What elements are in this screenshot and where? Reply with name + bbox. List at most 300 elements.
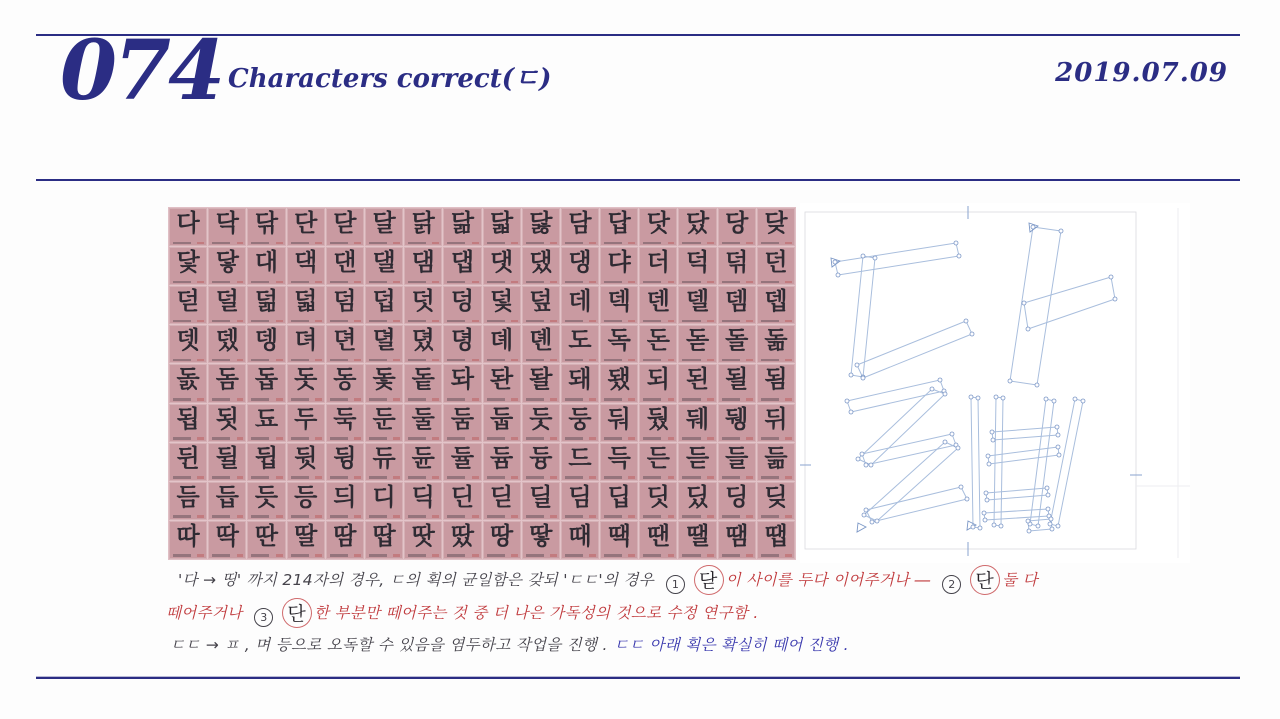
grid-cell [287, 482, 325, 520]
control-point-node [1056, 524, 1060, 528]
control-point-node [1027, 529, 1031, 533]
cell-glyph: 달 [372, 209, 396, 237]
control-point-node [1049, 517, 1053, 521]
cell-glyph: 덫 [490, 287, 514, 316]
cell-caption-marks [565, 398, 596, 401]
circled-number: 1 [666, 575, 685, 594]
control-point-node [950, 432, 954, 436]
cell-glyph: 독 [607, 326, 631, 355]
cell-glyph: 대 [254, 248, 279, 277]
grid-cell [757, 208, 795, 246]
control-point-node [873, 256, 877, 260]
cell-caption-marks [408, 515, 439, 518]
cell-caption-marks [212, 515, 243, 518]
grid-cell [678, 443, 716, 481]
grid-cell [287, 443, 325, 481]
cell-glyph: 뒈 [685, 404, 710, 433]
control-point-node [861, 376, 865, 380]
grid-cell [404, 521, 442, 559]
control-point-node [1109, 275, 1113, 279]
control-point-node [1056, 445, 1060, 449]
cell-glyph: 돕 [254, 365, 279, 394]
grid-cell [718, 325, 756, 363]
cell-glyph: 땁 [372, 521, 396, 550]
cell-glyph: 듐 [490, 443, 514, 472]
cell-glyph: 되 [646, 365, 670, 394]
grid-cell [326, 521, 364, 559]
cell-caption-marks [604, 554, 635, 557]
grid-cell [561, 325, 599, 363]
grid-cell [483, 404, 521, 442]
grid-cell [757, 364, 795, 402]
cell-caption-marks [212, 437, 243, 440]
cell-caption-marks [408, 398, 439, 401]
cell-caption-marks [212, 554, 243, 557]
cell-glyph: 됐 [607, 365, 631, 394]
cell-glyph: 듬 [176, 482, 200, 511]
control-point-node [1056, 433, 1060, 437]
cell-caption-marks [447, 554, 478, 557]
grid-cell [365, 404, 403, 442]
cell-caption-marks [604, 320, 635, 323]
cell-glyph: 때 [568, 521, 592, 550]
cell-caption-marks [487, 398, 518, 401]
page-title: Characters correct(ㄷ) [228, 64, 552, 94]
cell-caption-marks [369, 515, 400, 518]
grid-cell [326, 443, 364, 481]
cell-glyph: 돐 [176, 365, 200, 394]
note-text: 둘 다 [1002, 571, 1038, 589]
grid-cell [247, 482, 285, 520]
grid-cell [365, 443, 403, 481]
cell-glyph: 땀 [333, 521, 357, 550]
grid-cell [522, 521, 560, 559]
grid-cell [247, 404, 285, 442]
cell-glyph: 딛 [490, 482, 514, 511]
cell-caption-marks [212, 476, 243, 479]
cell-caption-marks [447, 476, 478, 479]
cell-glyph: 닺 [764, 209, 788, 237]
cell-caption-marks [173, 437, 204, 440]
grid-cell [483, 247, 521, 285]
cell-caption-marks [487, 242, 518, 245]
control-point-node [1073, 397, 1077, 401]
control-point-node [994, 395, 998, 399]
cell-glyph: 돎 [764, 326, 788, 355]
control-point-node [870, 520, 874, 524]
grid-cell [561, 286, 599, 324]
cell-caption-marks [408, 476, 439, 479]
grid-cell [443, 208, 481, 246]
cell-glyph: 덧 [411, 287, 435, 316]
cell-caption-marks [408, 437, 439, 440]
glyph-sketch: 단 [975, 566, 994, 593]
cell-glyph: 델 [685, 287, 710, 316]
cell-glyph: 담 [568, 209, 592, 237]
grid-cell [522, 443, 560, 481]
cell-glyph: 돋 [685, 326, 710, 355]
control-point-node [983, 518, 987, 522]
grid-cell [757, 482, 795, 520]
cell-caption-marks [173, 320, 204, 323]
cell-glyph: 됩 [176, 404, 200, 433]
cell-caption-marks [251, 320, 282, 323]
cell-caption-marks [682, 437, 713, 440]
grid-cell [169, 286, 207, 324]
grid-cell [678, 325, 716, 363]
cell-caption-marks [330, 398, 361, 401]
cell-glyph: 덖 [725, 248, 749, 277]
grid-cell [208, 247, 246, 285]
cell-glyph: 닿 [215, 248, 239, 277]
cell-caption-marks [565, 515, 596, 518]
cell-caption-marks [447, 437, 478, 440]
grid-cell [600, 482, 638, 520]
cell-caption-marks [604, 515, 635, 518]
grid-cell [326, 247, 364, 285]
grid-cell [404, 404, 442, 442]
grid-cell [365, 364, 403, 402]
cell-glyph: 닫 [333, 209, 357, 237]
grid-cell [326, 364, 364, 402]
cell-caption-marks [604, 476, 635, 479]
cell-caption-marks [526, 437, 557, 440]
cell-glyph: 둠 [450, 404, 474, 433]
cell-glyph: 딱 [215, 521, 239, 550]
control-point-node [978, 526, 982, 530]
cell-caption-marks [643, 515, 674, 518]
glyph-outline-panel [800, 203, 1190, 563]
grid-cell [404, 482, 442, 520]
grid-cell [169, 482, 207, 520]
control-point-node [1050, 527, 1054, 531]
cell-caption-marks [212, 398, 243, 401]
cell-glyph: 덕 [685, 248, 710, 277]
grid-cell [483, 364, 521, 402]
cell-caption-marks [682, 281, 713, 284]
grid-cell [208, 521, 246, 559]
grid-cell [443, 364, 481, 402]
cell-glyph: 댔 [529, 248, 553, 277]
cell-caption-marks [722, 320, 753, 323]
control-point-node [938, 378, 942, 382]
cell-glyph: 댑 [450, 248, 474, 277]
control-point-node [965, 497, 969, 501]
cell-caption-marks [526, 320, 557, 323]
grid-cell [639, 364, 677, 402]
grid-cell [600, 443, 638, 481]
cell-caption-marks [604, 437, 635, 440]
cell-caption-marks [447, 242, 478, 245]
cell-glyph: 땃 [411, 521, 435, 550]
cell-glyph: 둑 [333, 404, 357, 433]
grid-cell [326, 286, 364, 324]
control-point-node [943, 392, 947, 396]
cell-glyph: 땐 [646, 521, 670, 550]
control-point-node [991, 438, 995, 442]
cell-caption-marks [291, 515, 322, 518]
control-point-node [959, 485, 963, 489]
glyph-sketch: 단 [287, 599, 306, 626]
cell-caption-marks [487, 476, 518, 479]
cell-glyph: 돛 [372, 365, 396, 394]
grid-cell [365, 208, 403, 246]
grid-cell [208, 208, 246, 246]
cell-caption-marks [761, 242, 792, 245]
cell-glyph: 땔 [685, 521, 710, 550]
cell-glyph: 딘 [450, 482, 474, 511]
cell-caption-marks [291, 437, 322, 440]
cell-glyph: 땄 [450, 521, 474, 550]
cell-glyph: 돌 [725, 326, 749, 355]
control-point-node [849, 373, 853, 377]
cell-caption-marks [604, 398, 635, 401]
cell-caption-marks [761, 476, 792, 479]
grid-cell [718, 364, 756, 402]
grid-cell [483, 521, 521, 559]
cell-caption-marks [330, 554, 361, 557]
grid-cell [365, 247, 403, 285]
control-point-node [982, 511, 986, 515]
cell-glyph: 듭 [215, 482, 239, 511]
grid-cell [287, 286, 325, 324]
cell-caption-marks [369, 320, 400, 323]
grid-cell [522, 482, 560, 520]
grid-cell [561, 482, 599, 520]
grid-cell [208, 404, 246, 442]
cell-glyph: 닮 [450, 209, 474, 237]
grid-cell [678, 247, 716, 285]
control-point-node [971, 525, 975, 529]
cell-caption-marks [565, 359, 596, 362]
grid-cell [169, 364, 207, 402]
cell-glyph: 던 [764, 248, 788, 277]
grid-cell [169, 247, 207, 285]
grid-cell [600, 404, 638, 442]
cell-glyph: 딤 [568, 482, 592, 511]
grid-cell [522, 247, 560, 285]
note-text: ㄷㄷ 아래 획은 확실히 떼어 진행 . [613, 636, 849, 654]
control-point-node [833, 260, 837, 264]
cell-glyph: 닳 [529, 209, 553, 237]
cell-glyph: 동 [333, 365, 357, 394]
bottom-rule [36, 677, 1240, 679]
grid-cell [287, 404, 325, 442]
grid-cell [600, 325, 638, 363]
grid-cell [287, 247, 325, 285]
cell-caption-marks [487, 320, 518, 323]
grid-cell [600, 247, 638, 285]
control-point-node [990, 430, 994, 434]
cell-caption-marks [173, 242, 204, 245]
cell-glyph: 덛 [176, 287, 200, 316]
grid-cell [247, 364, 285, 402]
grid-cell [561, 521, 599, 559]
cell-caption-marks [369, 476, 400, 479]
cell-glyph: 댐 [411, 248, 435, 277]
cell-caption-marks [369, 359, 400, 362]
grid-cell [208, 286, 246, 324]
grid-cell [678, 208, 716, 246]
grid-cell [757, 521, 795, 559]
drawing-frame [805, 212, 1136, 549]
cell-glyph: 닦 [254, 209, 279, 237]
note-text: 떼어주거나 [166, 604, 243, 622]
stroke-outline-crossbar3 [986, 488, 1048, 500]
cell-glyph: 땜 [725, 521, 749, 550]
cell-glyph: 더 [646, 248, 670, 277]
cell-caption-marks [251, 359, 282, 362]
cell-caption-marks [487, 554, 518, 557]
cell-caption-marks [761, 515, 792, 518]
cell-caption-marks [173, 554, 204, 557]
control-point-node [1057, 453, 1061, 457]
cell-glyph: 도 [568, 326, 592, 355]
cell-glyph: 돈 [646, 326, 670, 355]
cell-glyph: 덱 [607, 287, 631, 316]
cell-caption-marks [761, 437, 792, 440]
cell-caption-marks [408, 554, 439, 557]
cell-glyph: 뒀 [646, 404, 670, 433]
control-point-node [957, 254, 961, 258]
cell-caption-marks [173, 359, 204, 362]
control-point-node [1046, 493, 1050, 497]
control-point-node [1001, 396, 1005, 400]
stroke-outline-d-top [835, 243, 959, 275]
grid-cell [757, 404, 795, 442]
control-point-node [845, 399, 849, 403]
cell-glyph: 뎅 [254, 326, 279, 355]
grid-cell [208, 364, 246, 402]
cell-glyph: 뎄 [215, 326, 239, 355]
cell-glyph: 덞 [254, 287, 279, 316]
cell-glyph: 듄 [411, 443, 435, 472]
cell-glyph: 땋 [529, 521, 553, 550]
control-point-node [1031, 225, 1035, 229]
cell-caption-marks [643, 281, 674, 284]
grid-cell [757, 443, 795, 481]
grid-cell [208, 325, 246, 363]
stroke-outline-r-diag2 [864, 442, 958, 521]
grid-cell [639, 286, 677, 324]
cell-glyph: 닷 [646, 209, 670, 237]
cell-caption-marks [330, 437, 361, 440]
grid-cell [639, 404, 677, 442]
cell-caption-marks [761, 359, 792, 362]
cell-caption-marks [330, 515, 361, 518]
cell-caption-marks [251, 242, 282, 245]
grid-cell [522, 286, 560, 324]
cell-caption-marks [291, 554, 322, 557]
grid-cell [208, 443, 246, 481]
cell-caption-marks [369, 398, 400, 401]
grid-cell [483, 325, 521, 363]
cell-caption-marks [330, 359, 361, 362]
control-point-node [1059, 229, 1063, 233]
cell-glyph: 뎨 [490, 326, 514, 355]
cell-glyph: 돠 [450, 365, 474, 394]
handwritten-note-line [166, 599, 765, 627]
grid-cell [718, 521, 756, 559]
cell-caption-marks [526, 515, 557, 518]
control-point-node [1008, 379, 1012, 383]
cell-glyph: 듈 [450, 443, 474, 472]
stroke-outline-a-arm [1024, 277, 1115, 329]
control-point-node [954, 241, 958, 245]
cell-caption-marks [212, 359, 243, 362]
cell-caption-marks [408, 320, 439, 323]
stroke-outline-ae-stem4 [1050, 399, 1083, 526]
grid-cell [561, 247, 599, 285]
grid-cell [247, 521, 285, 559]
control-point-node [861, 254, 865, 258]
cell-caption-marks [173, 281, 204, 284]
control-point-node [1022, 301, 1026, 305]
cell-glyph: 둣 [529, 404, 553, 433]
grid-cell [561, 404, 599, 442]
cell-glyph: 닭 [411, 209, 435, 237]
control-point-node [860, 452, 864, 456]
cell-glyph: 닥 [215, 209, 239, 237]
cell-glyph: 덮 [529, 287, 553, 316]
cell-glyph: 뒨 [176, 443, 200, 472]
glyph-outline-drawing [800, 203, 1190, 563]
grid-cell [247, 208, 285, 246]
grid-cell [326, 325, 364, 363]
cell-glyph: 뒵 [254, 443, 279, 472]
grid-cell [483, 443, 521, 481]
cell-glyph: 드 [568, 443, 592, 472]
grid-cell [483, 208, 521, 246]
cell-glyph: 뎀 [725, 287, 749, 316]
cell-glyph: 덥 [372, 287, 396, 316]
control-point-node [1045, 486, 1049, 490]
cell-glyph: 답 [607, 209, 631, 237]
cell-caption-marks [565, 554, 596, 557]
cell-glyph: 덩 [450, 287, 474, 316]
grid-cell [287, 208, 325, 246]
circled-number: 3 [254, 608, 273, 627]
grid-cell [247, 443, 285, 481]
cell-caption-marks [682, 320, 713, 323]
control-point-node [875, 519, 879, 523]
cell-glyph: 딸 [294, 521, 318, 550]
cell-caption-marks [722, 359, 753, 362]
cell-caption-marks [722, 554, 753, 557]
cell-caption-marks [291, 281, 322, 284]
grid-cell [169, 521, 207, 559]
cell-caption-marks [369, 242, 400, 245]
circled-number: 2 [942, 575, 961, 594]
cell-caption-marks [565, 281, 596, 284]
cell-caption-marks [173, 398, 204, 401]
cell-glyph: 딩 [725, 482, 749, 511]
cell-caption-marks [291, 398, 322, 401]
cell-caption-marks [643, 437, 674, 440]
cell-glyph: 돝 [411, 365, 435, 394]
cell-caption-marks [682, 242, 713, 245]
cell-caption-marks [291, 242, 322, 245]
grid-cell [287, 364, 325, 402]
cell-glyph: 딧 [646, 482, 670, 511]
cell-glyph: 돗 [294, 365, 318, 394]
cell-caption-marks [604, 242, 635, 245]
cell-glyph: 닸 [685, 209, 710, 237]
control-point-node [1035, 383, 1039, 387]
grid-cell [404, 364, 442, 402]
control-point-node [976, 396, 980, 400]
grid-cell [404, 443, 442, 481]
